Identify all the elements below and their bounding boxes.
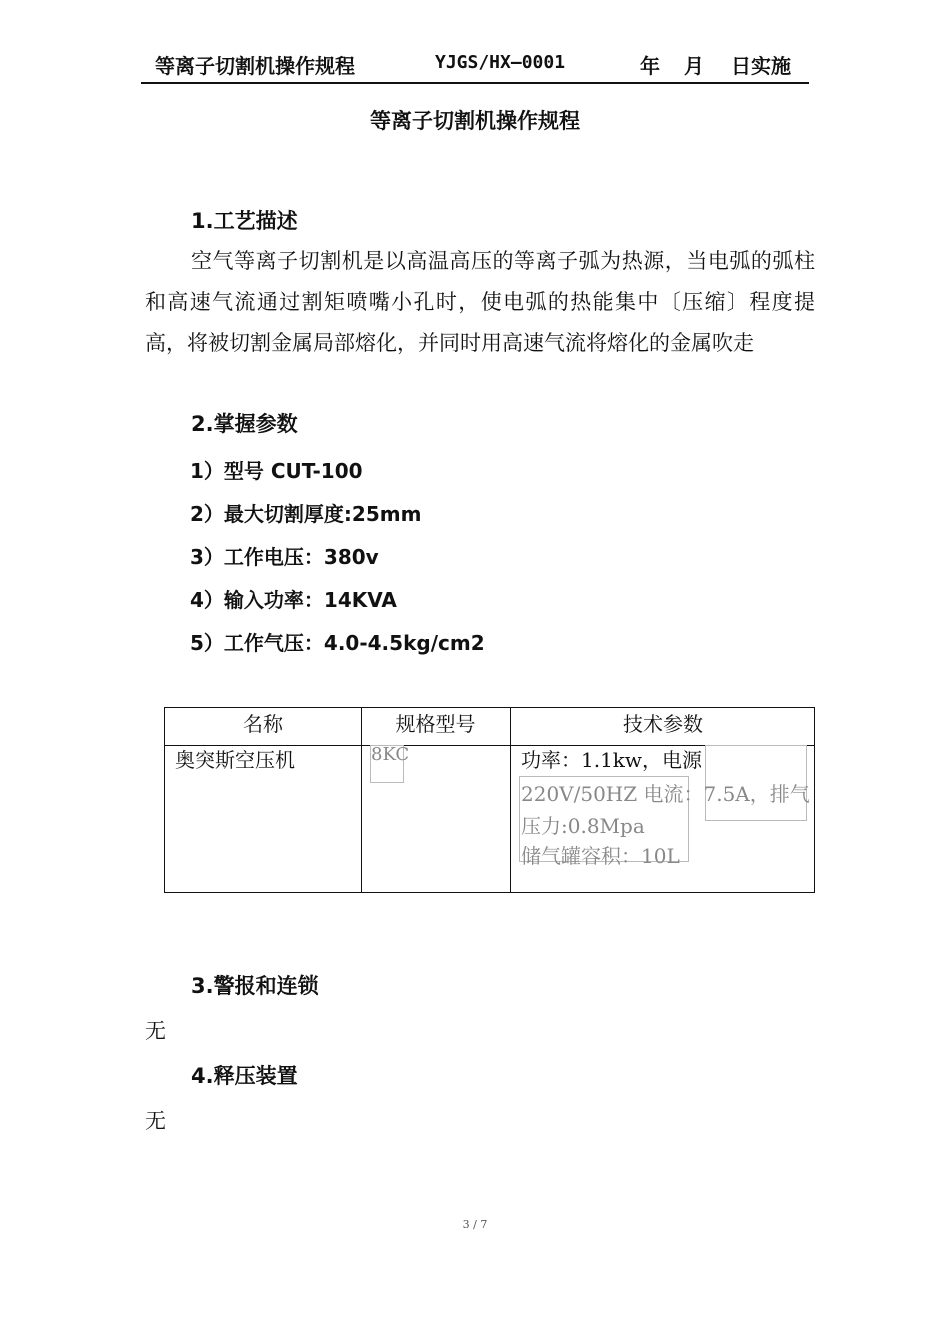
table-cell-model: 8KC [371, 744, 410, 765]
page-number: 3 / 7 [462, 1218, 488, 1231]
table-cell-tech-line: 储气罐容积：10L [521, 844, 680, 868]
equipment-table [164, 707, 815, 893]
param-item: 2）最大切割厚度:25mm [190, 502, 422, 526]
param-item: 4）输入功率：14KVA [190, 588, 397, 612]
header-title: 等离子切割机操作规程 [155, 54, 355, 78]
table-cell-name: 奥突斯空压机 [175, 748, 295, 772]
param-item: 3）工作电压：380v [190, 545, 379, 569]
param-item: 1）型号 CUT-100 [190, 459, 363, 483]
section-heading-alarm: 3.警报和连锁 [191, 974, 319, 998]
section-heading-process: 1.工艺描述 [191, 209, 298, 233]
header-year: 年 [640, 54, 660, 78]
page-title: 等离子切割机操作规程 [370, 109, 580, 133]
table-cell-tech-line: 压力:0.8Mpa [521, 814, 645, 838]
section-heading-pressure-relief: 4.释压装置 [191, 1064, 298, 1088]
table-header-tech: 技术参数 [623, 712, 703, 736]
section-heading-params: 2.掌握参数 [191, 412, 298, 436]
table-header-name: 名称 [243, 712, 283, 736]
table-cell-tech-line: 功率：1.1kw，电源 [521, 748, 703, 772]
process-description: 空气等离子切割机是以高温高压的等离子弧为热源，当电弧的弧柱和高速气流通过割矩喷嘴小孔时，使电弧的热能集中〔压缩〕程度提高，将被切割金属局部熔化，并同时用高速气流将熔化的金属吹走 [145, 249, 815, 355]
header-day: 日实施 [731, 54, 791, 78]
header-doc-code: YJGS/HX—0001 [435, 52, 566, 73]
header-month: 月 [684, 54, 704, 78]
table-header-model: 规格型号 [395, 712, 476, 736]
section-body-alarm: 无 [145, 1019, 166, 1043]
header-divider [141, 82, 809, 84]
param-item: 5）工作气压：4.0-4.5kg/cm2 [190, 631, 485, 655]
section-body-pressure-relief: 无 [145, 1109, 166, 1133]
table-cell-tech-line: 220V/50HZ 电流：7.5A，排气 [521, 782, 810, 806]
